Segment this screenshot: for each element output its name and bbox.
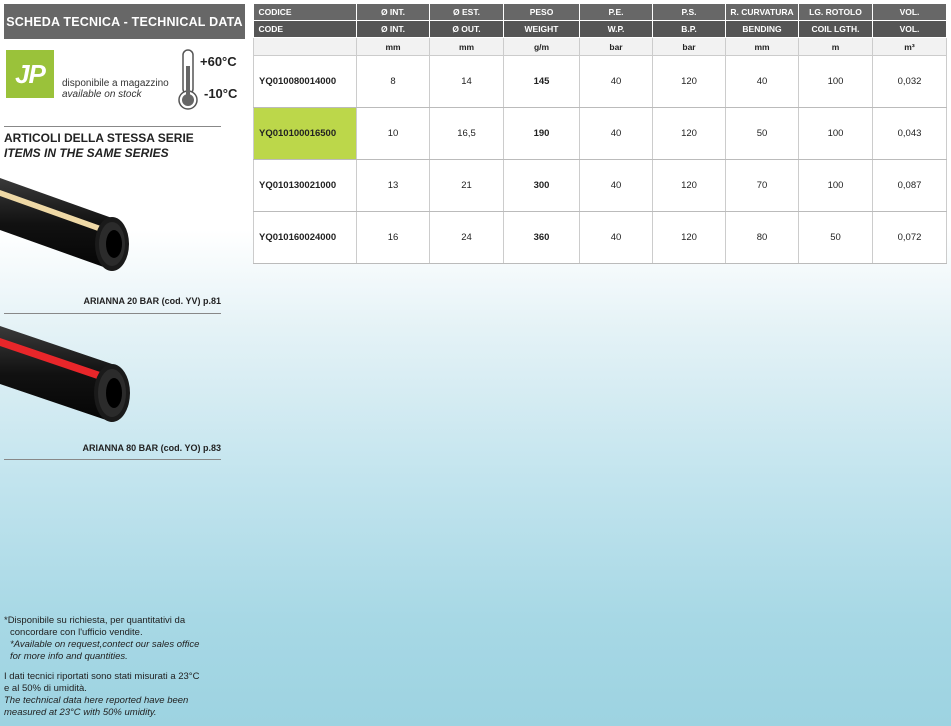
table-row <box>254 108 947 160</box>
availability-note-en-1: *Available on request,contect our sales office <box>10 639 200 650</box>
cell-coil: 100 <box>799 108 873 160</box>
header-vol-en: VOL. <box>873 21 947 38</box>
header-out-it: Ø EST. <box>430 4 504 21</box>
related-label-arianna-80: ARIANNA 80 BAR (cod. YO) p.83 <box>82 443 221 453</box>
header-coil-it: LG. ROTOLO <box>799 4 873 21</box>
header-weight-en: WEIGHT <box>504 21 580 38</box>
cell-wp: 40 <box>580 212 653 264</box>
header-code-it: CODICE <box>254 4 357 21</box>
cell-bp: 120 <box>653 56 726 108</box>
temp-max: +60°C <box>200 54 237 69</box>
header-int-it: Ø INT. <box>357 4 430 21</box>
temp-min: -10°C <box>204 86 238 101</box>
cell-coil: 50 <box>799 212 873 264</box>
cell-int: 10 <box>357 108 430 160</box>
cell-int: 8 <box>357 56 430 108</box>
cell-bend: 70 <box>726 160 799 212</box>
cell-weight: 300 <box>504 160 580 212</box>
table-header-en <box>254 21 947 38</box>
product-code: YQ010080014000 <box>254 56 357 108</box>
measurement-note-it-2: e al 50% di umidità. <box>4 683 87 694</box>
product-code: YQ010160024000 <box>254 212 357 264</box>
cell-bp: 120 <box>653 212 726 264</box>
availability-note <box>4 615 199 663</box>
unit-cell: m <box>799 38 873 56</box>
measurement-note-en-2: measured at 23°C with 50% umidity. <box>4 707 157 718</box>
unit-cell: mm <box>726 38 799 56</box>
table-row <box>254 212 947 264</box>
product-code: YQ010130021000 <box>254 160 357 212</box>
unit-cell: g/m <box>504 38 580 56</box>
series-title-en: ITEMS IN THE SAME SERIES <box>4 146 169 160</box>
header-vol-it: VOL. <box>873 4 947 21</box>
unit-cell: mm <box>430 38 504 56</box>
cell-vol: 0,043 <box>873 108 947 160</box>
cell-wp: 40 <box>580 108 653 160</box>
availability-note-it-1: *Disponibile su richiesta, per quantitativi da <box>4 615 186 626</box>
cell-bend: 80 <box>726 212 799 264</box>
stock-info <box>62 78 169 100</box>
jp-badge: JP <box>6 50 54 98</box>
series-title-it: ARTICOLI DELLA STESSA SERIE <box>4 131 194 145</box>
divider <box>4 126 221 127</box>
hose-image-arianna-20 <box>0 170 135 295</box>
technical-data-table <box>253 4 947 264</box>
related-label-arianna-20: ARIANNA 20 BAR (cod. YV) p.81 <box>83 296 221 306</box>
cell-vol: 0,087 <box>873 160 947 212</box>
stock-info-en: available on stock <box>62 89 142 100</box>
measurement-note-it-1: I dati tecnici riportati sono stati misurati a 23°C <box>4 671 200 682</box>
units-row <box>254 38 947 56</box>
header-bp-en: B.P. <box>653 21 726 38</box>
measurement-note-en-1: The technical data here reported have been <box>4 695 189 706</box>
unit-cell: bar <box>580 38 653 56</box>
table-row <box>254 160 947 212</box>
cell-bp: 120 <box>653 160 726 212</box>
header-wp-en: W.P. <box>580 21 653 38</box>
cell-weight: 145 <box>504 56 580 108</box>
header-bend-it: R. CURVATURA <box>726 4 799 21</box>
cell-weight: 190 <box>504 108 580 160</box>
series-title <box>4 131 194 161</box>
unit-cell: m³ <box>873 38 947 56</box>
hose-image-arianna-80 <box>0 320 135 445</box>
cell-out: 21 <box>430 160 504 212</box>
sheet-header: SCHEDA TECNICA - TECHNICAL DATA <box>4 4 245 39</box>
header-code-en: CODE <box>254 21 357 38</box>
header-int-en: Ø INT. <box>357 21 430 38</box>
table-header-it <box>254 4 947 21</box>
cell-wp: 40 <box>580 160 653 212</box>
header-wp-it: P.E. <box>580 4 653 21</box>
availability-note-en-2: for more info and quantities. <box>10 651 128 662</box>
unit-cell: mm <box>357 38 430 56</box>
cell-bp: 120 <box>653 108 726 160</box>
divider <box>4 459 221 460</box>
sidebar <box>0 0 245 726</box>
divider <box>4 313 221 314</box>
header-bend-en: BENDING <box>726 21 799 38</box>
table-row <box>254 56 947 108</box>
unit-cell: bar <box>653 38 726 56</box>
product-code: YQ010100016500 <box>254 108 357 160</box>
stock-info-it: disponibile a magazzino <box>62 78 169 89</box>
cell-out: 24 <box>430 212 504 264</box>
unit-cell <box>254 38 357 56</box>
header-coil-en: COIL LGTH. <box>799 21 873 38</box>
cell-weight: 360 <box>504 212 580 264</box>
cell-int: 13 <box>357 160 430 212</box>
cell-vol: 0,032 <box>873 56 947 108</box>
measurement-note <box>4 671 199 719</box>
cell-vol: 0,072 <box>873 212 947 264</box>
cell-bend: 50 <box>726 108 799 160</box>
header-weight-it: PESO <box>504 4 580 21</box>
cell-coil: 100 <box>799 160 873 212</box>
availability-note-it-2: concordare con l'ufficio vendite. <box>10 627 143 638</box>
cell-wp: 40 <box>580 56 653 108</box>
cell-bend: 40 <box>726 56 799 108</box>
header-out-en: Ø OUT. <box>430 21 504 38</box>
cell-int: 16 <box>357 212 430 264</box>
cell-out: 16,5 <box>430 108 504 160</box>
header-bp-it: P.S. <box>653 4 726 21</box>
cell-out: 14 <box>430 56 504 108</box>
cell-coil: 100 <box>799 56 873 108</box>
